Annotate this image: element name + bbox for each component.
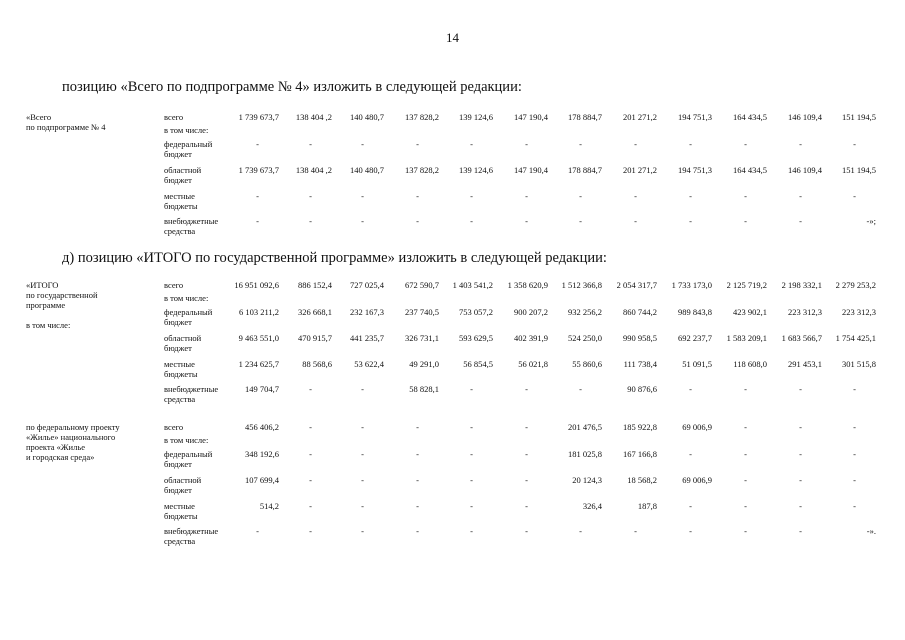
table-cell: - xyxy=(525,191,528,201)
table-cell: - xyxy=(799,384,802,394)
table-cell: 232 167,3 xyxy=(350,307,384,317)
table-cell: 1 733 173,0 xyxy=(671,280,712,290)
row-label-line: в том числе: xyxy=(164,125,209,135)
row-label-line: в том числе: xyxy=(164,435,209,445)
table-cell: 326 668,1 xyxy=(298,307,332,317)
row-label-line: внебюджетные xyxy=(164,526,219,536)
table-cell: 2 054 317,7 xyxy=(616,280,657,290)
row-label-line: всего xyxy=(164,280,184,290)
table-cell: 223 312,3 xyxy=(842,307,876,317)
row-label-line: областной xyxy=(164,333,202,343)
row-label xyxy=(164,475,236,495)
table-cell: 194 751,3 xyxy=(678,112,712,122)
section-label-line: проекта «Жилье xyxy=(26,442,85,452)
section-label-line: «Жилье» национального xyxy=(26,432,116,442)
table-cell: 185 922,8 xyxy=(623,422,657,432)
table-row xyxy=(0,191,905,215)
table-cell: - xyxy=(579,139,582,149)
table-cell: 201 271,2 xyxy=(623,165,657,175)
table-cell: - xyxy=(634,191,637,201)
table-cell: 53 622,4 xyxy=(354,359,384,369)
table-cell: 1 739 673,7 xyxy=(238,112,279,122)
table-cell: 118 608,0 xyxy=(733,359,767,369)
table-cell: - xyxy=(361,475,364,485)
row-label xyxy=(164,139,236,159)
row-label-line: всего xyxy=(164,422,184,432)
table-cell: - xyxy=(525,216,528,226)
table-cell: - xyxy=(689,384,692,394)
table-cell: 223 312,3 xyxy=(788,307,822,317)
table-cell: - xyxy=(853,191,856,201)
row-label-line: средства xyxy=(164,394,196,404)
table-cell: 2 279 253,2 xyxy=(835,280,876,290)
row-label xyxy=(164,307,236,327)
row-label xyxy=(164,280,236,290)
table-cell: 151 194,5 xyxy=(842,112,876,122)
table-cell: 326,4 xyxy=(582,501,602,511)
table-cell: 900 207,2 xyxy=(514,307,548,317)
table-cell: - xyxy=(470,422,473,432)
table-cell: 69 006,9 xyxy=(682,475,712,485)
row-label-line: внебюджетные xyxy=(164,216,219,226)
table-cell: 149 704,7 xyxy=(245,384,279,394)
row-label xyxy=(164,333,236,353)
table-cell: - xyxy=(525,501,528,511)
row-label-line: федеральный xyxy=(164,449,213,459)
table-cell: 692 237,7 xyxy=(678,333,712,343)
section-label-line: программе xyxy=(26,300,66,310)
row-label xyxy=(164,449,236,469)
table-cell: - xyxy=(744,449,747,459)
table-cell: - xyxy=(470,526,473,536)
table-cell: - xyxy=(309,139,312,149)
table-cell: - xyxy=(744,139,747,149)
table-row xyxy=(0,501,905,525)
table-cell: - xyxy=(416,139,419,149)
table-cell: - xyxy=(416,216,419,226)
table-cell: 989 843,8 xyxy=(678,307,712,317)
table-cell: 58 828,1 xyxy=(409,384,439,394)
table-cell: 111 738,4 xyxy=(623,359,657,369)
table-cell: 147 190,4 xyxy=(514,165,548,175)
table-cell: - xyxy=(744,384,747,394)
table-cell: - xyxy=(525,422,528,432)
table-cell: - xyxy=(470,501,473,511)
row-label xyxy=(164,165,236,185)
table-cell: 167 166,8 xyxy=(623,449,657,459)
table-cell: - xyxy=(744,422,747,432)
row-label-line: бюджеты xyxy=(164,201,198,211)
table-cell: 16 951 092,6 xyxy=(234,280,279,290)
table-cell: 146 109,4 xyxy=(788,165,822,175)
table-cell: 593 629,5 xyxy=(459,333,493,343)
table-cell: 1 403 541,2 xyxy=(452,280,493,290)
table-cell: - xyxy=(579,384,582,394)
table-cell: - xyxy=(689,191,692,201)
table-cell: - xyxy=(634,216,637,226)
section-label-line: и городская среда» xyxy=(26,452,95,462)
table-cell: - xyxy=(853,501,856,511)
table-cell: 886 152,4 xyxy=(298,280,332,290)
table-cell: - xyxy=(525,526,528,536)
table-cell: 139 124,6 xyxy=(459,165,493,175)
table-cell: 138 404 ,2 xyxy=(295,112,332,122)
table-cell: 88 568,6 xyxy=(302,359,332,369)
row-label-line: средства xyxy=(164,226,196,236)
table-cell: 138 404 ,2 xyxy=(295,165,332,175)
table-cell: - xyxy=(416,526,419,536)
table-cell: 301 515,8 xyxy=(842,359,876,369)
section-label-line: «Всего xyxy=(26,112,52,122)
row-label-line: бюджеты xyxy=(164,369,198,379)
row-label-line: областной xyxy=(164,165,202,175)
table-row xyxy=(0,359,905,383)
table-cell: - xyxy=(853,384,856,394)
table-cell: 237 740,5 xyxy=(405,307,439,317)
row-label-line: средства xyxy=(164,536,196,546)
table-cell: - xyxy=(470,216,473,226)
row-label xyxy=(164,384,236,404)
table-cell: - xyxy=(470,449,473,459)
table-cell: 56 854,5 xyxy=(463,359,493,369)
table-cell: 990 958,5 xyxy=(623,333,657,343)
table-cell: - xyxy=(361,191,364,201)
table-cell: -»; xyxy=(866,216,876,226)
table-cell: 1 583 209,1 xyxy=(726,333,767,343)
table-row xyxy=(0,449,905,473)
table-cell: 147 190,4 xyxy=(514,112,548,122)
table-cell: - xyxy=(309,422,312,432)
table-cell: - xyxy=(799,216,802,226)
table-cell: - xyxy=(634,526,637,536)
row-label-line: федеральный xyxy=(164,139,213,149)
row-label-line: бюджет xyxy=(164,343,192,353)
row-label-line: областной xyxy=(164,475,202,485)
table-cell: 2 198 332,1 xyxy=(781,280,822,290)
table-cell: 194 751,3 xyxy=(678,165,712,175)
table-cell: 187,8 xyxy=(637,501,657,511)
table-cell: 151 194,5 xyxy=(842,165,876,175)
table-cell: 524 250,0 xyxy=(568,333,602,343)
row-label-line: бюджет xyxy=(164,485,192,495)
table-row xyxy=(0,526,905,550)
table-cell: - xyxy=(689,449,692,459)
table-cell: - xyxy=(799,422,802,432)
row-label xyxy=(164,293,236,303)
table-cell: - xyxy=(309,475,312,485)
row-label-line: бюджеты xyxy=(164,511,198,521)
row-label xyxy=(164,422,236,432)
table-cell: 1 683 566,7 xyxy=(781,333,822,343)
table-cell: 456 406,2 xyxy=(245,422,279,432)
table-cell: 727 025,4 xyxy=(350,280,384,290)
heading-subprogram-4: позицию «Всего по подпрограмме № 4» изложить в следующей редакции: xyxy=(62,79,522,95)
row-label-line: внебюджетные xyxy=(164,384,219,394)
table-cell: - xyxy=(853,475,856,485)
row-label xyxy=(164,191,236,211)
table-cell: - xyxy=(309,191,312,201)
table-cell: 164 434,5 xyxy=(733,112,767,122)
table-cell: 1 358 620,9 xyxy=(507,280,548,290)
table-cell: 178 884,7 xyxy=(568,112,602,122)
table-cell: - xyxy=(799,139,802,149)
table-cell: - xyxy=(689,139,692,149)
table-cell: 402 391,9 xyxy=(514,333,548,343)
table-cell: - xyxy=(470,384,473,394)
table-cell: - xyxy=(256,216,259,226)
table-cell: - xyxy=(309,526,312,536)
row-label-line: федеральный xyxy=(164,307,213,317)
table-cell: 140 480,7 xyxy=(350,112,384,122)
table-cell: 470 915,7 xyxy=(298,333,332,343)
table-cell: - xyxy=(470,475,473,485)
table-cell: - xyxy=(799,501,802,511)
row-label-line: бюджет xyxy=(164,149,192,159)
row-label-line: бюджет xyxy=(164,459,192,469)
table-cell: - xyxy=(470,191,473,201)
row-label xyxy=(164,112,236,122)
table-row xyxy=(0,165,905,189)
table-cell: - xyxy=(579,526,582,536)
row-label xyxy=(164,526,236,546)
table-cell: - xyxy=(853,422,856,432)
heading-total-program: д) позицию «ИТОГО по государственной программе» изложить в следующей редакции: xyxy=(62,250,607,266)
table-cell: 55 860,6 xyxy=(572,359,602,369)
table-cell: 326 731,1 xyxy=(405,333,439,343)
table-cell: 753 057,2 xyxy=(459,307,493,317)
row-label-line: местные xyxy=(164,191,195,201)
table-cell: - xyxy=(525,139,528,149)
table-cell: - xyxy=(799,449,802,459)
section-label-line: в том числе: xyxy=(26,320,71,330)
table-cell: - xyxy=(309,501,312,511)
table-row xyxy=(0,475,905,499)
table-cell: 6 103 211,2 xyxy=(238,307,279,317)
table-cell: - xyxy=(689,501,692,511)
table-cell: - xyxy=(689,526,692,536)
table-cell: - xyxy=(309,449,312,459)
row-label xyxy=(164,125,236,135)
table-cell: 932 256,2 xyxy=(568,307,602,317)
table-cell: - xyxy=(361,422,364,432)
table-cell: 181 025,8 xyxy=(568,449,602,459)
table-cell: 291 453,1 xyxy=(788,359,822,369)
table-cell: 20 124,3 xyxy=(572,475,602,485)
table-cell: - xyxy=(416,422,419,432)
table-cell: 348 192,6 xyxy=(245,449,279,459)
table-cell: 164 434,5 xyxy=(733,165,767,175)
table-cell: 51 091,5 xyxy=(682,359,712,369)
table-cell: 69 006,9 xyxy=(682,422,712,432)
row-label-line: в том числе: xyxy=(164,293,209,303)
table-cell: - xyxy=(744,475,747,485)
section-label-line: по федеральному проекту xyxy=(26,422,120,432)
table-row xyxy=(0,139,905,163)
table-cell: - xyxy=(689,216,692,226)
table-cell: 178 884,7 xyxy=(568,165,602,175)
table-cell: 9 463 551,0 xyxy=(238,333,279,343)
table-cell: - xyxy=(744,526,747,536)
table-row xyxy=(0,307,905,331)
table-row xyxy=(0,333,905,357)
table-cell: - xyxy=(579,191,582,201)
table-cell: 56 021,8 xyxy=(518,359,548,369)
table-cell: 18 568,2 xyxy=(627,475,657,485)
table-cell: - xyxy=(799,475,802,485)
section-label-line: по подпрограмме № 4 xyxy=(26,122,106,132)
row-label-line: бюджет xyxy=(164,317,192,327)
row-label-line: бюджет xyxy=(164,175,192,185)
table-cell: - xyxy=(361,526,364,536)
table-cell: - xyxy=(416,449,419,459)
table-cell: 2 125 719,2 xyxy=(726,280,767,290)
table-cell: 672 590,7 xyxy=(405,280,439,290)
table-cell: 441 235,7 xyxy=(350,333,384,343)
table-cell: 137 828,2 xyxy=(405,112,439,122)
page-number: 14 xyxy=(446,30,459,45)
table-cell: - xyxy=(361,449,364,459)
table-cell: - xyxy=(525,449,528,459)
row-label-line: всего xyxy=(164,112,184,122)
table-cell: - xyxy=(579,216,582,226)
row-label-line: местные xyxy=(164,359,195,369)
table-cell: 107 699,4 xyxy=(245,475,279,485)
table-cell: 1 512 366,8 xyxy=(561,280,602,290)
table-cell: 139 124,6 xyxy=(459,112,493,122)
table-cell: - xyxy=(470,139,473,149)
table-cell: 423 902,1 xyxy=(733,307,767,317)
table-cell: - xyxy=(309,216,312,226)
table-cell: - xyxy=(361,216,364,226)
table-cell: - xyxy=(416,191,419,201)
table-cell: - xyxy=(256,139,259,149)
table-cell: - xyxy=(799,191,802,201)
table-cell: - xyxy=(361,139,364,149)
table-cell: - xyxy=(361,501,364,511)
table-cell: - xyxy=(853,449,856,459)
table-cell: - xyxy=(634,139,637,149)
table-cell: - xyxy=(744,501,747,511)
table-cell: - xyxy=(256,526,259,536)
table-cell: 90 876,6 xyxy=(627,384,657,394)
section-label-line: «ИТОГО xyxy=(26,280,59,290)
row-label xyxy=(164,359,236,379)
table-cell: - xyxy=(853,139,856,149)
table-cell: - xyxy=(256,191,259,201)
table-cell: 146 109,4 xyxy=(788,112,822,122)
table-cell: - xyxy=(744,216,747,226)
table-cell: 1 754 425,1 xyxy=(835,333,876,343)
table-cell: - xyxy=(525,475,528,485)
table-cell: 860 744,2 xyxy=(623,307,657,317)
row-label xyxy=(164,501,236,521)
table-cell: - xyxy=(744,191,747,201)
table-cell: 514,2 xyxy=(259,501,279,511)
table-cell: - xyxy=(416,475,419,485)
table-cell: 1 739 673,7 xyxy=(238,165,279,175)
table-cell: - xyxy=(525,384,528,394)
table-cell: 201 476,5 xyxy=(568,422,602,432)
table-cell: - xyxy=(416,501,419,511)
table-cell: 137 828,2 xyxy=(405,165,439,175)
table-cell: 140 480,7 xyxy=(350,165,384,175)
table-cell: -». xyxy=(866,526,876,536)
table-cell: 1 234 625,7 xyxy=(238,359,279,369)
table-cell: - xyxy=(309,384,312,394)
section-label-line: по государственной xyxy=(26,290,98,300)
table-row xyxy=(0,384,905,408)
table-cell: 201 271,2 xyxy=(623,112,657,122)
table-cell: 49 291,0 xyxy=(409,359,439,369)
table-row xyxy=(0,216,905,240)
row-label-line: местные xyxy=(164,501,195,511)
table-cell: - xyxy=(799,526,802,536)
row-label xyxy=(164,435,236,445)
row-label xyxy=(164,216,236,236)
table-cell: - xyxy=(361,384,364,394)
